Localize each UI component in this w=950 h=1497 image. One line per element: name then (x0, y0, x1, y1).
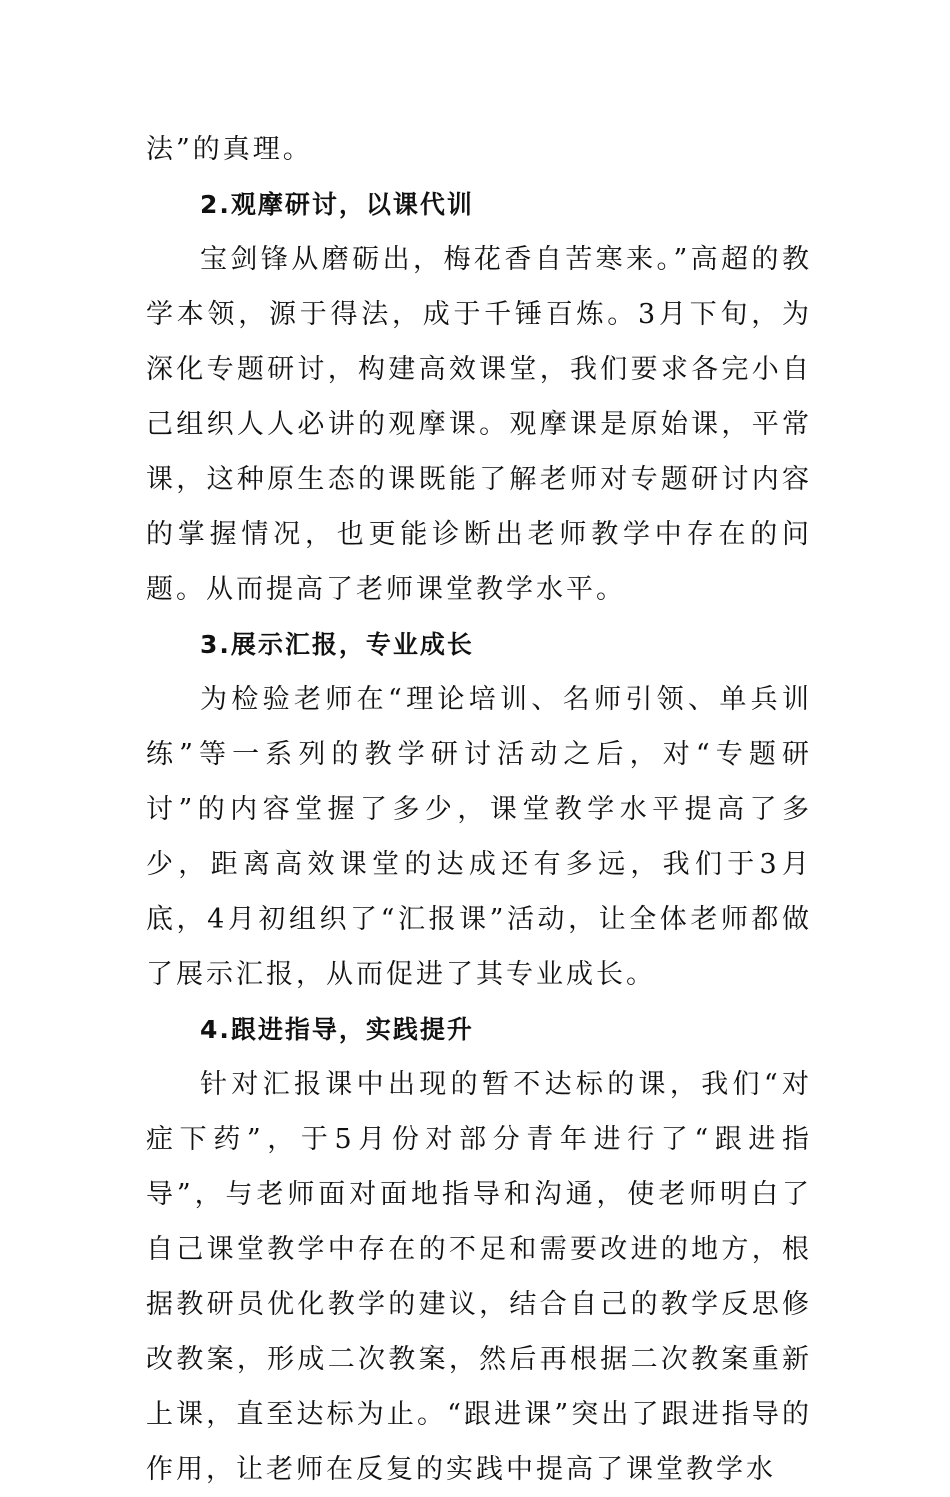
paragraph-section-2: 宝剑锋从磨砺出，梅花香自苦寒来。”高超的教学本领，源于得法，成于千锤百炼。3月下旬，为深化专题研讨，构建高效课堂，我们要求各完小自己组织人人必讲的观摩课。观摩课是原始课，平常课，这种原生态的课既能了解老师对专题研讨内容的掌握情况，也更能诊断出老师教学中存在的问题。从而提高了老师课堂教学水平。 (146, 244, 812, 605)
section-heading-3: 3.展示汇报，专业成长 (200, 630, 474, 659)
section-heading-4: 4.跟进指导，实践提升 (200, 1015, 474, 1044)
document-body (146, 122, 812, 1497)
paragraph-section-3: 为检验老师在“理论培训、名师引领、单兵训练”等一系列的教学研讨活动之后，对“专题研讨”的内容堂握了多少，课堂教学水平提高了多少，距离高效课堂的达成还有多远，我们于3月底，4月初组织了“汇报课”活动，让全体老师都做了展示汇报，从而促进了其专业成长。 (146, 684, 812, 990)
paragraph-section-4: 针对汇报课中出现的暂不达标的课，我们“对症下药”，于5月份对部分青年进行了“跟进指导”，与老师面对面地指导和沟通，使老师明白了自己课堂教学中存在的不足和需要改进的地方，根据教研员优化教学的建议，结合自己的教学反思修改教案，形成二次教案，然后再根据二次教案重新上课，直至达标为止。“跟进课”突出了跟进指导的作用，让老师在反复的实践中提高了课堂教学水 (146, 1069, 812, 1485)
section-heading-2: 2.观摩研讨，以课代训 (200, 190, 474, 219)
paragraph-continuation: 法”的真理。 (146, 134, 313, 165)
